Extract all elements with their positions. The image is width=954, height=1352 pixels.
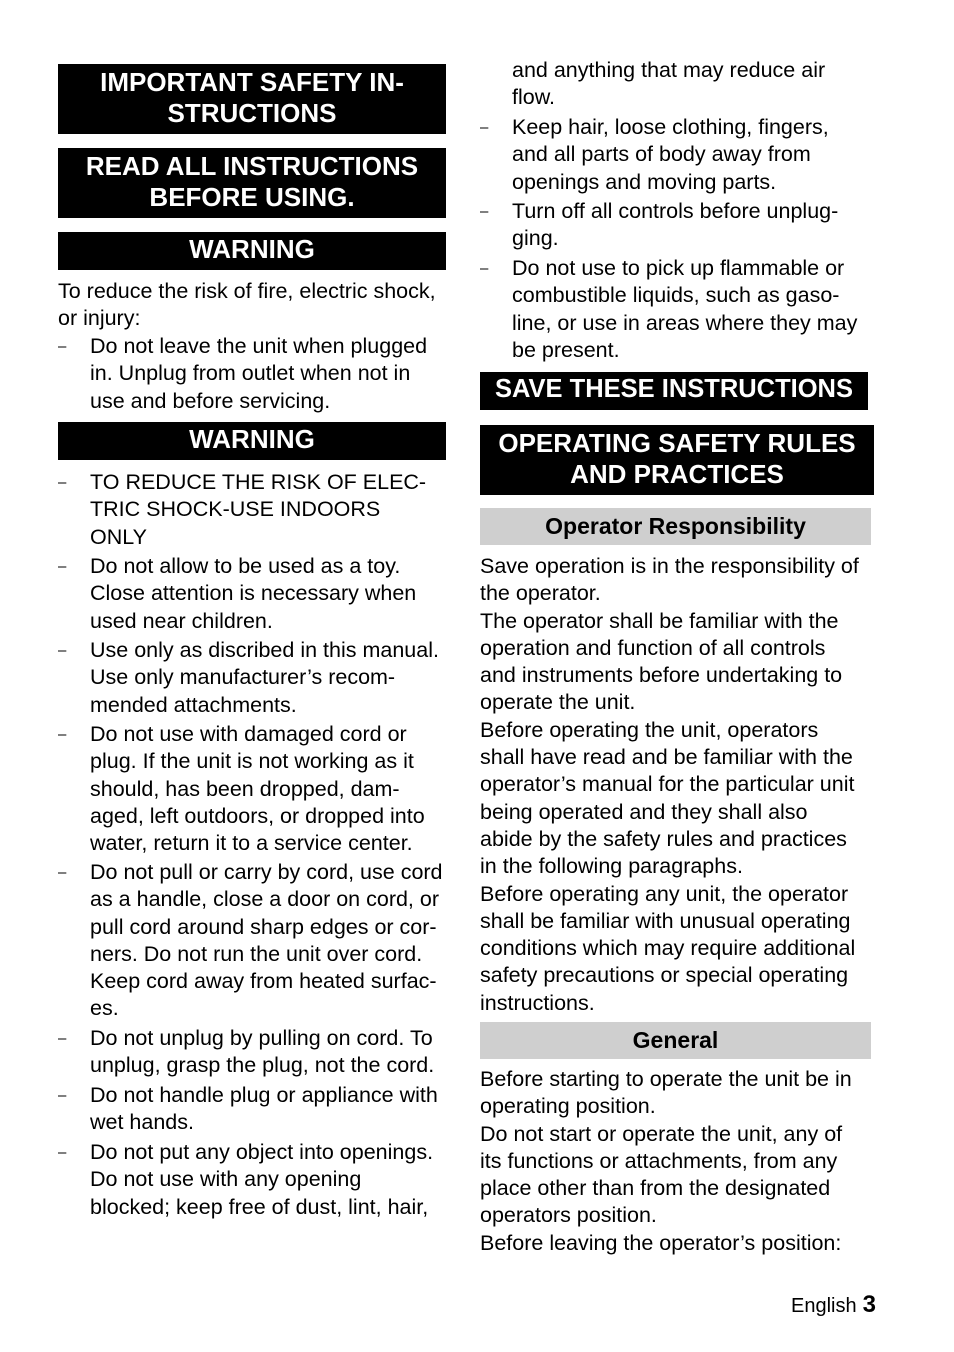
text-line: Turn off all controls before unplug-	[512, 199, 839, 223]
text-line: operators position.	[480, 1203, 657, 1228]
text-line: operate the unit.	[480, 690, 636, 715]
dash-bullet: –	[480, 203, 489, 220]
footer-language: English	[791, 1295, 857, 1317]
text-line: Do not unplug by pulling on cord. To	[90, 1026, 433, 1050]
page-footer	[791, 1290, 876, 1321]
text-line: ONLY	[90, 524, 147, 549]
text-line: TRIC SHOCK-USE INDOORS	[90, 497, 381, 522]
operator-responsibility-header	[480, 508, 871, 545]
text-line: aged, left outdoors, or dropped into	[90, 803, 425, 828]
text-line: use and before servicing.	[90, 388, 331, 413]
dash-bullet: –	[58, 474, 67, 491]
dash-bullet: –	[58, 558, 67, 575]
text-line: Save operation is in the responsibility of	[480, 554, 859, 578]
text-line: Do not put any object into openings.	[90, 1140, 434, 1164]
text-line: operator’s manual for the particular unit	[480, 772, 855, 797]
text-line: Keep cord away from heated surfac-	[90, 969, 437, 994]
warning1-intro	[58, 278, 436, 333]
text-line: or injury:	[58, 306, 141, 331]
header-line: BEFORE USING.	[149, 182, 355, 212]
text-line: and all parts of body away from	[512, 142, 811, 167]
text-line: TO REDUCE THE RISK OF ELEC-	[90, 470, 427, 494]
operator-responsibility-text	[480, 553, 859, 1017]
text-line: Do not use to pick up flammable or	[512, 256, 845, 280]
save-instructions-header	[480, 372, 868, 410]
text-line: Before starting to operate the unit be in	[480, 1067, 852, 1091]
text-line: used near children.	[90, 608, 273, 633]
general-header	[480, 1022, 871, 1059]
text-line: as a handle, close a door on cord, or	[90, 887, 439, 912]
text-line: Do not start or operate the unit, any of	[480, 1121, 843, 1146]
text-line: in the following paragraphs.	[480, 854, 743, 879]
text-line: in. Unplug from outlet when not in	[90, 361, 411, 386]
text-line: Do not pull or carry by cord, use cord	[90, 860, 443, 884]
text-line: line, or use in areas where they may	[512, 310, 858, 335]
dash-bullet: –	[58, 338, 67, 355]
header-line: IMPORTANT SAFETY IN-	[100, 67, 404, 97]
text-line: wet hands.	[90, 1110, 194, 1135]
text-line: unplug, grasp the plug, not the cord.	[90, 1053, 435, 1078]
text-line: Do not handle plug or appliance with	[90, 1083, 438, 1107]
text-line: should, has been dropped, dam-	[90, 776, 400, 801]
text-line: To reduce the risk of fire, electric shock,	[58, 279, 436, 303]
save-title: SAVE THESE INSTRUCTIONS	[495, 375, 853, 403]
text-line: abide by the safety rules and practices	[480, 826, 847, 851]
dash-bullet: –	[58, 1087, 67, 1104]
dash-bullet: –	[58, 642, 67, 659]
warning-header-2	[58, 422, 446, 460]
text-line: ners. Do not run the unit over cord.	[90, 941, 423, 966]
warning-title: WARNING	[189, 424, 315, 454]
text-line: and anything that may reduce air	[512, 58, 826, 82]
text-line: Use only manufacturer’s recom-	[90, 665, 396, 690]
text-line: operation and function of all controls	[480, 635, 826, 660]
text-line: Do not use with any opening	[90, 1167, 362, 1192]
dash-bullet: –	[58, 1144, 67, 1161]
header-line: AND PRACTICES	[570, 459, 784, 489]
text-line: and instruments before undertaking to	[480, 663, 843, 688]
dash-bullet: –	[58, 864, 67, 881]
text-line: its functions or attachments, from any	[480, 1148, 838, 1173]
dash-bullet: –	[58, 1030, 67, 1047]
text-line: flow.	[512, 85, 556, 110]
text-line: water, return it to a service center.	[90, 831, 413, 856]
subsection-title: General	[632, 1027, 719, 1053]
dash-bullet: –	[58, 726, 67, 743]
text-line: blocked; keep free of dust, lint, hair,	[90, 1194, 429, 1219]
dash-bullet: –	[480, 119, 489, 136]
text-line: Do not allow to be used as a toy.	[90, 554, 401, 578]
read-all-header	[58, 148, 446, 218]
important-safety-header	[58, 64, 446, 134]
text-line: be present.	[512, 337, 620, 362]
general-text	[480, 1066, 852, 1257]
text-line: Before operating any unit, the operator	[480, 881, 849, 906]
text-line: plug. If the unit is not working as it	[90, 749, 414, 774]
subsection-title: Operator Responsibility	[545, 513, 806, 539]
text-line: Before leaving the operator’s position:	[480, 1230, 842, 1255]
header-line: READ ALL INSTRUCTIONS	[85, 151, 419, 181]
text-line: openings and moving parts.	[512, 169, 777, 194]
text-line: Do not leave the unit when plugged	[90, 334, 428, 358]
text-line: Do not use with damaged cord or	[90, 722, 407, 746]
warning-title: WARNING	[189, 234, 315, 264]
text-line: ging.	[512, 226, 559, 251]
header-line: OPERATING SAFETY RULES	[498, 428, 856, 458]
text-line: Close attention is necessary when	[90, 581, 417, 606]
text-line: the operator.	[480, 581, 601, 606]
text-line: being operated and they shall also	[480, 799, 808, 824]
operating-rules-header	[480, 425, 874, 495]
dash-bullet: –	[480, 260, 489, 277]
text-line: safety precautions or special operating	[480, 963, 849, 988]
text-line: shall have read and be familiar with the	[480, 745, 853, 770]
text-line: conditions which may require additional	[480, 936, 856, 961]
text-line: mended attachments.	[90, 692, 297, 717]
page-number: 3	[862, 1291, 876, 1318]
text-line: es.	[90, 996, 119, 1021]
text-line: pull cord around sharp edges or cor-	[90, 914, 437, 939]
text-line: shall be familiar with unusual operating	[480, 908, 851, 933]
text-line: The operator shall be familiar with the	[480, 608, 839, 633]
header-line: STRUCTIONS	[167, 98, 337, 128]
text-line: place other than from the designated	[480, 1176, 831, 1201]
text-line: operating position.	[480, 1094, 656, 1119]
text-line: instructions.	[480, 990, 595, 1015]
text-line: combustible liquids, such as gaso-	[512, 283, 840, 308]
text-line: Use only as discribed in this manual.	[90, 638, 439, 662]
warning-header-1	[58, 232, 446, 270]
text-line: Keep hair, loose clothing, fingers,	[512, 115, 829, 139]
text-line: Before operating the unit, operators	[480, 717, 819, 742]
